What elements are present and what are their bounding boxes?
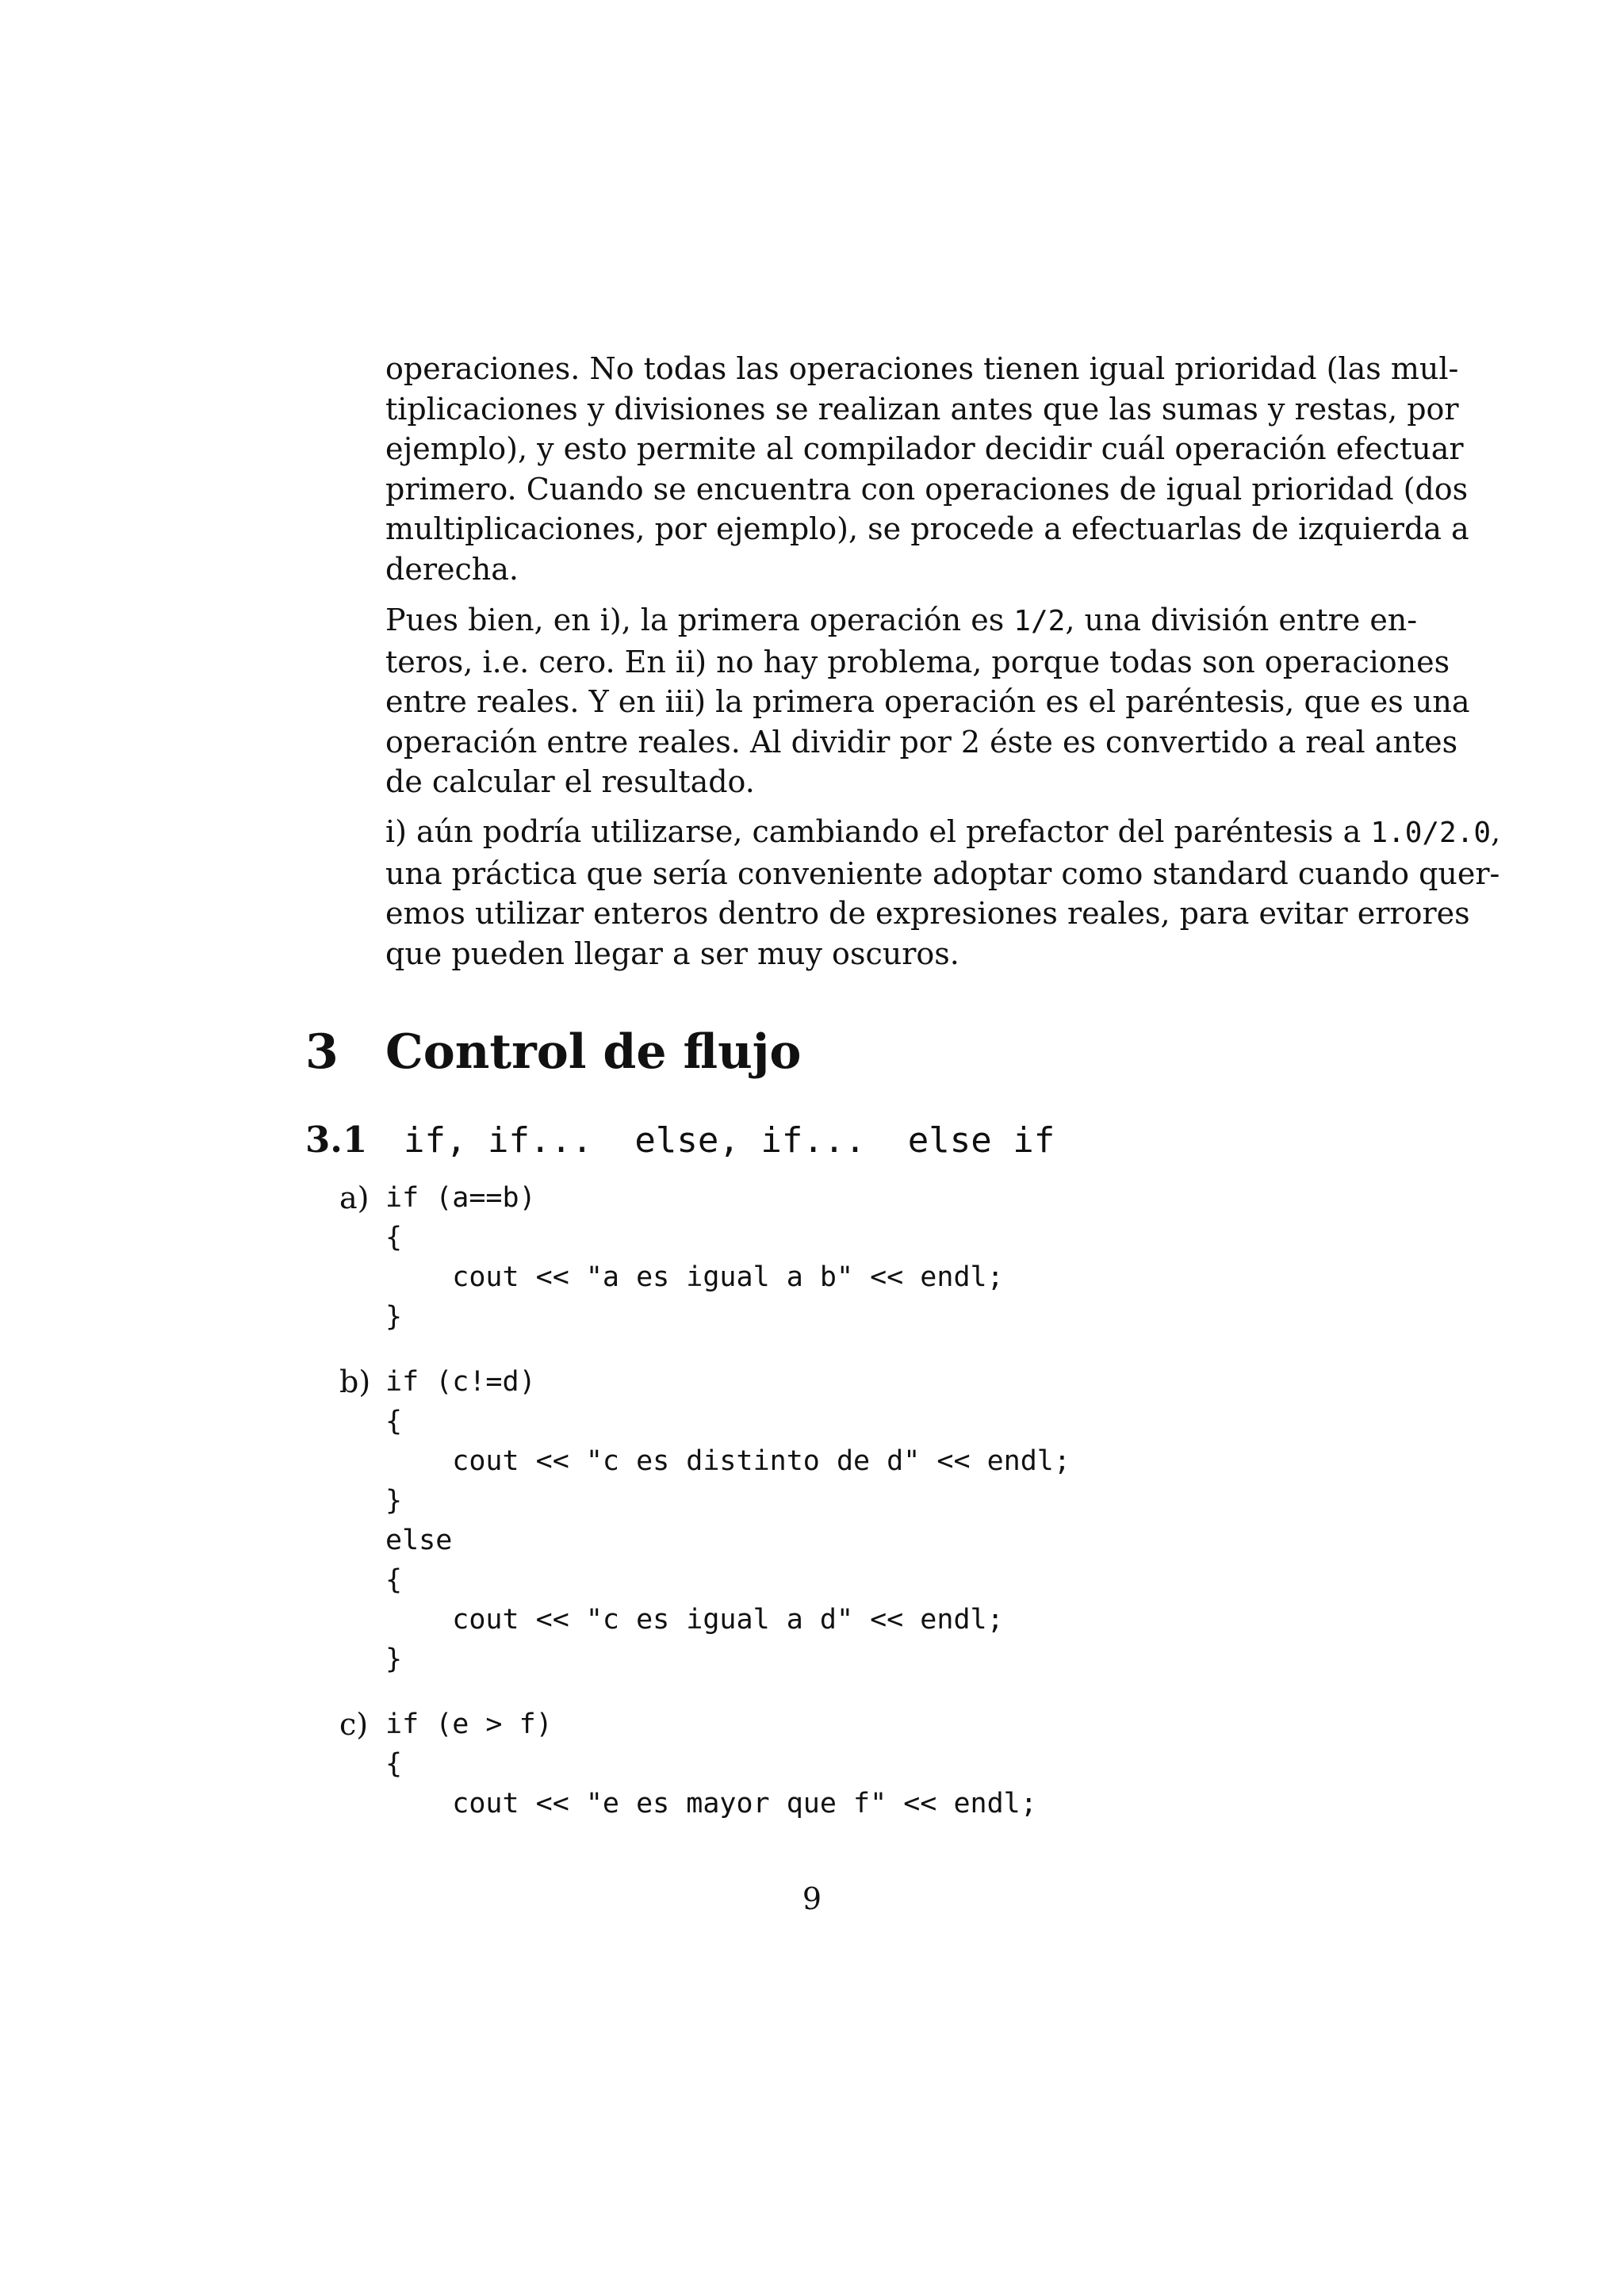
text-line: emos utilizar enteros dentro de expresiones reales, para evitar errores — [385, 896, 1470, 931]
paragraph-operator-precedence — [385, 349, 1469, 589]
text-line: multiplicaciones, por ejemplo), se procede a efectuarlas de izquierda a — [385, 511, 1469, 546]
paragraph-prefactor-advice — [385, 812, 1501, 974]
code-line: { — [385, 1406, 403, 1437]
code-line: { — [385, 1748, 403, 1780]
code-block-a — [385, 1178, 1004, 1337]
code-line: } — [385, 1485, 403, 1517]
text-line: que pueden llegar a ser muy oscuros. — [385, 936, 959, 971]
page-number: 9 — [802, 1881, 822, 1916]
code-line: } — [385, 1644, 403, 1675]
text-line: primero. Cuando se encuentra con operaciones de igual prioridad (dos — [385, 471, 1469, 507]
subsection-number: 3.1 — [305, 1119, 368, 1161]
text-fragment: , una división entre en- — [1065, 603, 1418, 637]
code-line: cout << "c es igual a d" << endl; — [385, 1604, 1004, 1636]
item-label-a: a) — [339, 1181, 370, 1215]
text-fragment: Pues bien, en i), la primera operación es — [385, 603, 1014, 637]
text-line: entre reales. Y en iii) la primera operación es el paréntesis, que es una — [385, 684, 1470, 719]
paragraph-integer-division — [385, 600, 1470, 802]
item-label-c: c) — [339, 1707, 369, 1742]
text-fragment: i) aún podría utilizarse, cambiando el prefactor del paréntesis a — [385, 814, 1371, 849]
text-line: tiplicaciones y divisiones se realizan antes que las sumas y restas, por — [385, 391, 1459, 427]
code-line: { — [385, 1564, 403, 1596]
subsection-heading — [305, 1118, 1055, 1162]
code-line: cout << "e es mayor que f" << endl; — [385, 1788, 1037, 1820]
text-line: una práctica que sería conveniente adoptar como standard cuando quer- — [385, 855, 1500, 891]
text-line: ejemplo), y esto permite al compilador decidir cuál operación efectuar — [385, 431, 1464, 466]
code-block-b — [385, 1362, 1071, 1679]
text-line: derecha. — [385, 551, 519, 587]
section-heading — [305, 1024, 801, 1080]
text-line: operación entre reales. Al dividir por 2 éste es convertido a real antes — [385, 724, 1458, 760]
section-number: 3 — [305, 1024, 339, 1080]
code-line: cout << "c es distinto de d" << endl; — [385, 1445, 1071, 1477]
text-line — [385, 600, 1418, 642]
inline-code: 1.0/2.0 — [1370, 817, 1492, 849]
code-line: if (e > f) — [385, 1709, 553, 1740]
text-line: de calcular el resultado. — [385, 764, 755, 799]
text-line: operaciones. No todas las operaciones tienen igual prioridad (las mul- — [385, 351, 1459, 386]
text-line — [385, 812, 1501, 854]
item-label-b: b) — [339, 1364, 371, 1399]
code-block-c — [385, 1705, 1037, 1823]
inline-code: 1/2 — [1013, 605, 1066, 637]
code-line: if (c!=d) — [385, 1366, 536, 1398]
code-line: { — [385, 1222, 403, 1253]
code-line: if (a==b) — [385, 1182, 536, 1214]
text-line: teros, i.e. cero. En ii) no hay problema, porque todas son operaciones — [385, 644, 1450, 679]
subsection-title: if, if... else, if... else if — [404, 1120, 1055, 1161]
code-line: cout << "a es igual a b" << endl; — [385, 1261, 1004, 1293]
code-line: else — [385, 1525, 453, 1556]
code-line: } — [385, 1301, 403, 1333]
text-fragment: , — [1491, 814, 1501, 849]
section-title: Control de flujo — [385, 1024, 802, 1080]
